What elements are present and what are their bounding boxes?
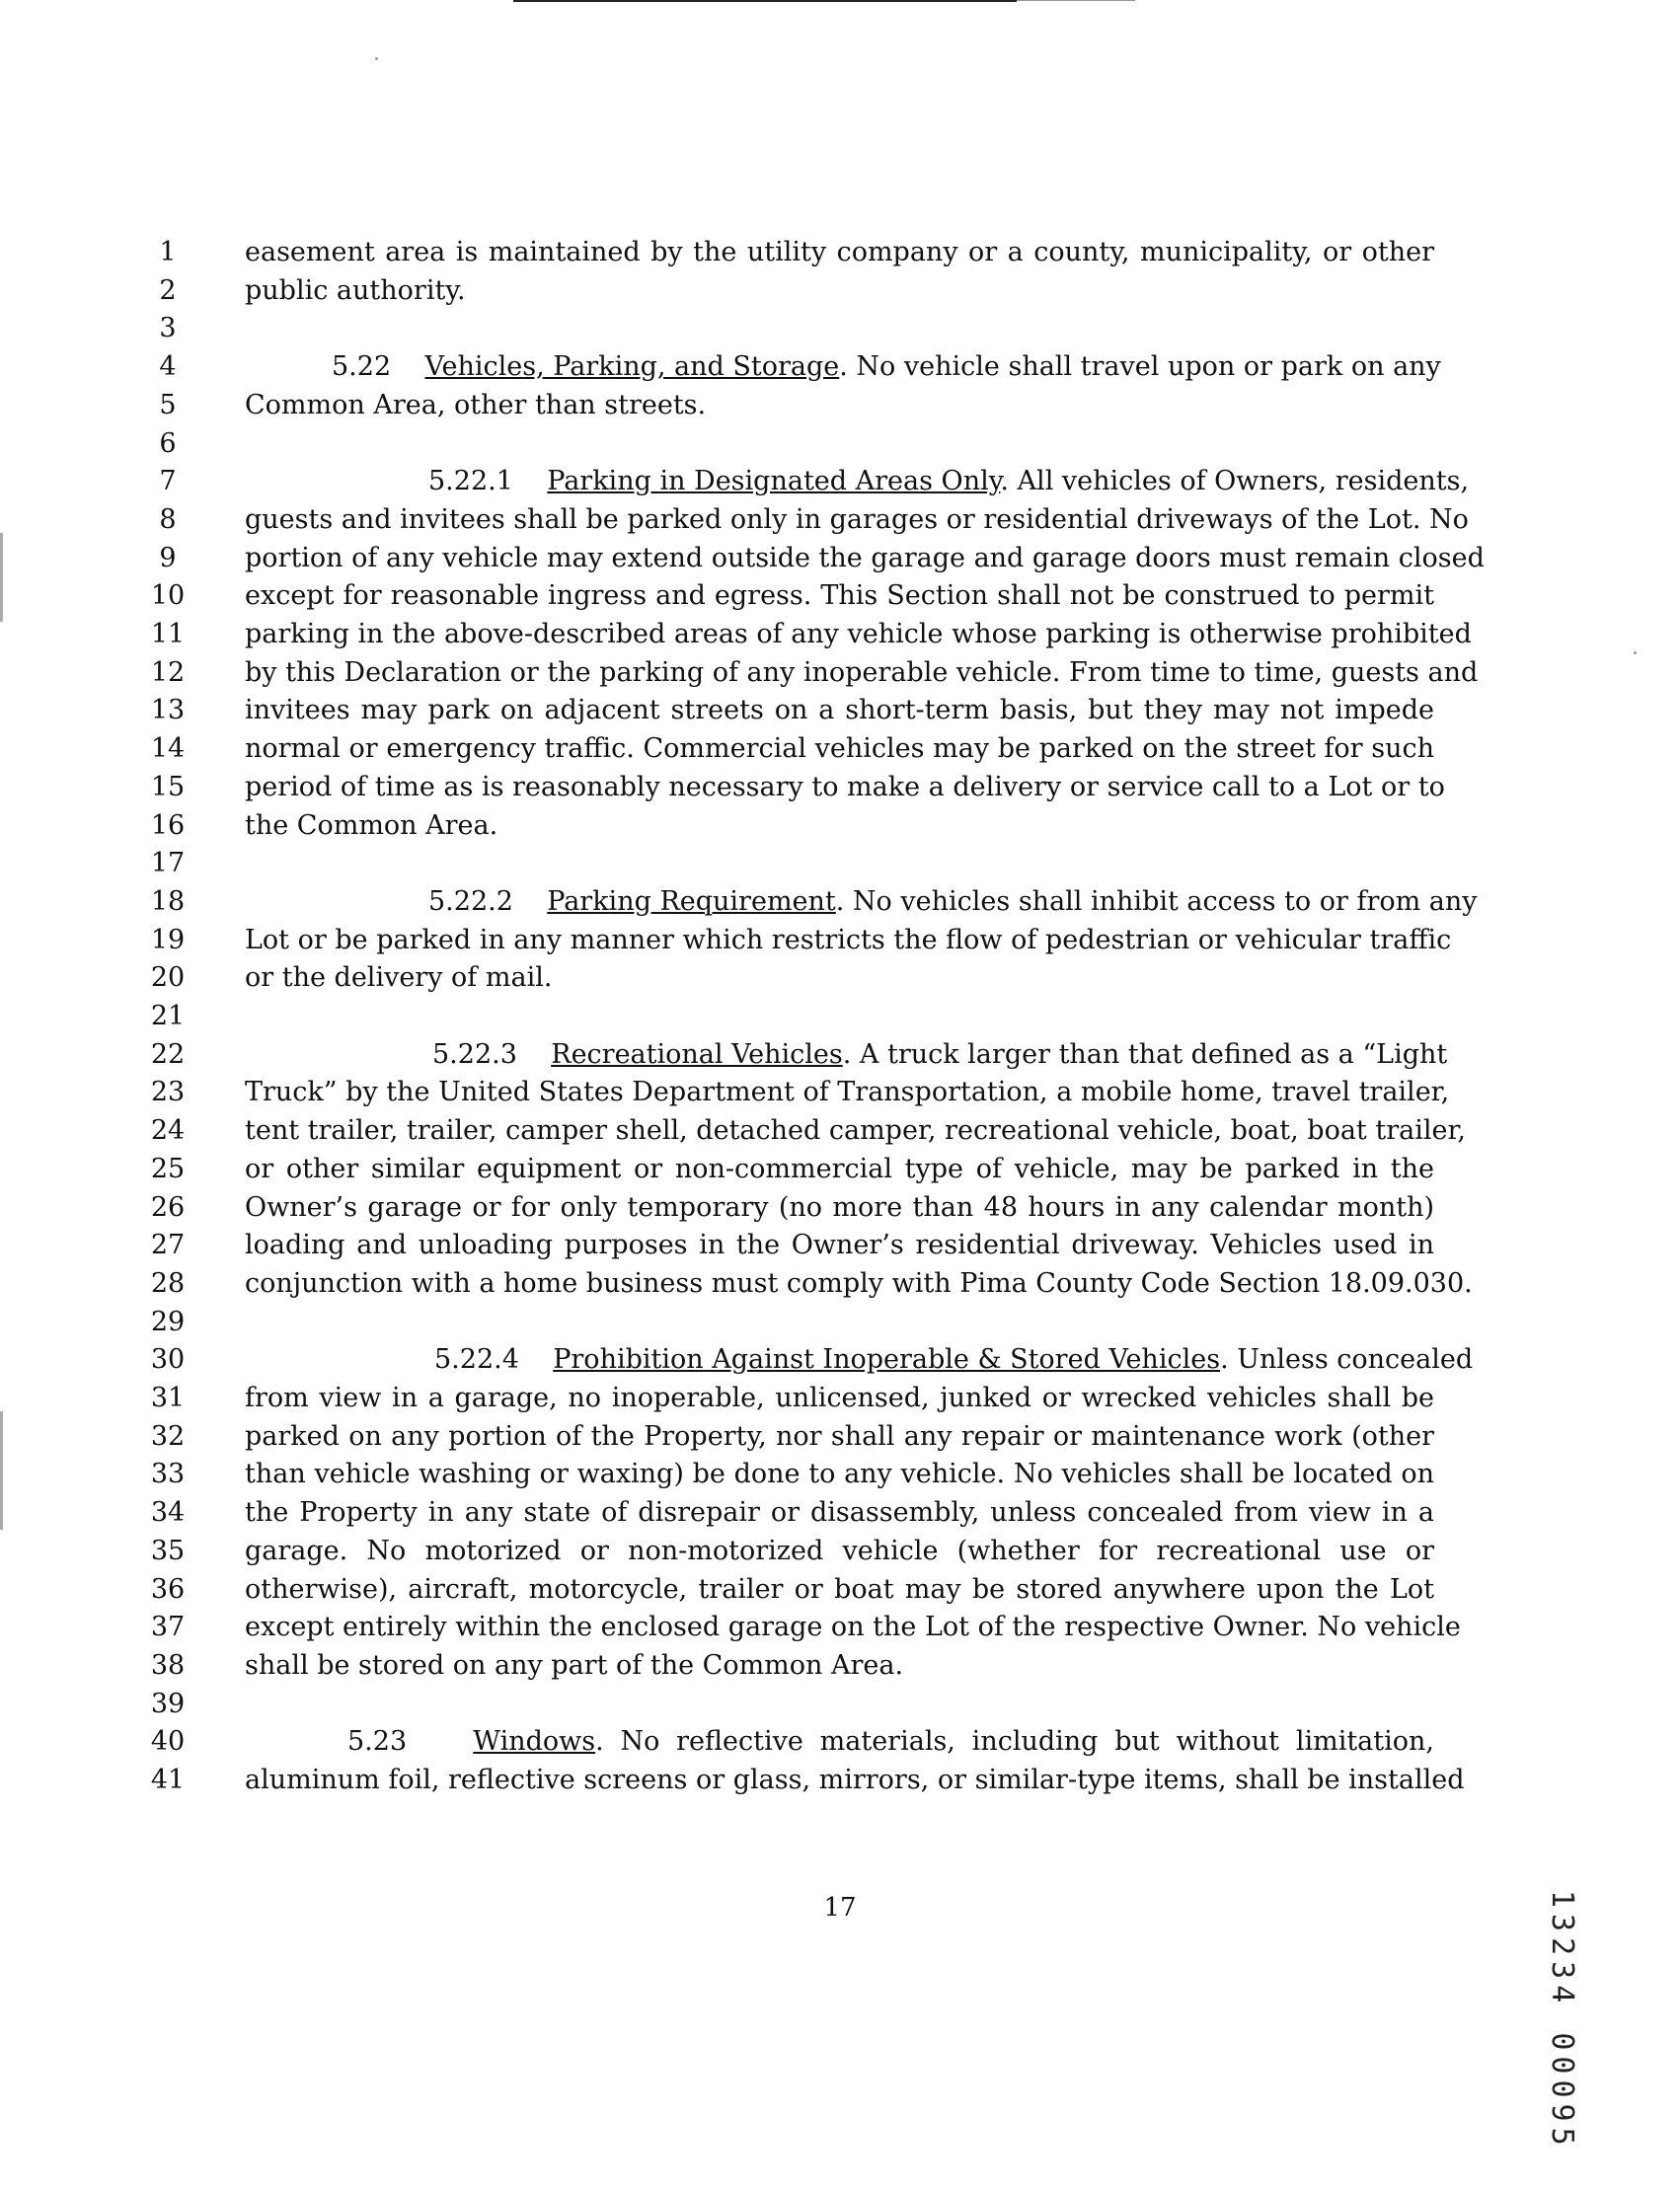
section-text: . All vehicles of Owners, residents,	[1000, 466, 1470, 497]
line-number: 38	[150, 1649, 186, 1681]
scan-top-rule-faint	[1017, 0, 1135, 1]
text-line: the Common Area.	[245, 809, 498, 841]
line-number: 6	[159, 427, 177, 459]
section-title: Vehicles, Parking, and Storage	[424, 351, 840, 383]
section-number: 5.22	[332, 351, 392, 383]
line-number: 15	[150, 771, 186, 802]
text-line: portion of any vehicle may extend outside the garage and garage doors must remain closed	[245, 542, 1485, 573]
line-number: 35	[150, 1535, 186, 1566]
text-line: Lot or be parked in any manner which restricts the flow of pedestrian or vehicular traffic	[245, 924, 1452, 955]
text-line: the Property in any state of disrepair or disassembly, unless concealed from view in a	[245, 1497, 1434, 1529]
line-number: 34	[150, 1497, 186, 1529]
text-line: public authority.	[245, 274, 466, 306]
line-number: 11	[150, 619, 186, 649]
line-number: 7	[159, 466, 177, 497]
section-number: 5.22.1	[428, 466, 513, 497]
section-title: Windows	[473, 1726, 596, 1758]
line-number: 30	[150, 1344, 186, 1376]
line-number: 4	[159, 351, 177, 383]
section-number: 5.23	[347, 1726, 408, 1758]
section-title: Parking Requirement	[547, 885, 836, 917]
section-text: . Unless concealed	[1220, 1344, 1474, 1376]
section-heading-line	[245, 1724, 1434, 1760]
line-number: 8	[159, 503, 177, 535]
line-number: 41	[150, 1765, 186, 1795]
line-number: 25	[150, 1153, 186, 1184]
text-line: or other similar equipment or non-commercial type of vehicle, may be parked in the	[245, 1153, 1434, 1184]
section-heading-line	[245, 884, 1478, 920]
text-line: than vehicle washing or waxing) be done to any vehicle. No vehicles shall be located on	[245, 1459, 1434, 1490]
line-number: 29	[150, 1306, 186, 1337]
text-line: parked on any portion of the Property, nor shall any repair or maintenance work (other	[245, 1420, 1434, 1452]
text-line: guests and invitees shall be parked only in garages or residential driveways of the Lot. No	[245, 503, 1469, 535]
line-number: 32	[150, 1420, 186, 1452]
text-line: except for reasonable ingress and egress. This Section shall not be construed to permit	[245, 580, 1434, 612]
section-heading-line	[245, 1342, 1474, 1378]
section-number: 5.22.4	[434, 1344, 519, 1376]
line-number: 39	[150, 1688, 186, 1719]
section-number: 5.22.3	[432, 1038, 517, 1070]
text-line: loading and unloading purposes in the Owner’s residential driveway. Vehicles used in	[245, 1230, 1434, 1261]
line-number: 37	[150, 1612, 186, 1643]
scan-top-rule	[513, 0, 1017, 2]
text-line: conjunction with a home business must comply with Pima County Code Section 18.09.030.	[245, 1267, 1473, 1299]
section-heading-line	[245, 1037, 1448, 1073]
text-line: easement area is maintained by the utility company or a county, municipality, or other	[245, 237, 1434, 267]
text-line: tent trailer, trailer, camper shell, detached camper, recreational vehicle, boat, boat trailer,	[245, 1115, 1466, 1147]
line-number: 17	[150, 848, 186, 879]
section-heading-line	[245, 464, 1470, 499]
scan-edge-mark	[0, 533, 3, 622]
section-number: 5.22.2	[428, 885, 513, 917]
line-number: 22	[150, 1038, 186, 1070]
text-line: except entirely within the enclosed garage on the Lot of the respective Owner. No vehicle	[245, 1612, 1461, 1643]
section-text: . A truck larger than that defined as a “Light	[842, 1038, 1448, 1070]
text-line: garage. No motorized or non-motorized vehicle (whether for recreational use or	[245, 1535, 1434, 1566]
line-number: 14	[150, 733, 186, 765]
line-number: 13	[150, 695, 186, 726]
text-line: invitees may park on adjacent streets on a short-term basis, but they may not impede	[245, 695, 1434, 726]
scan-speck	[1634, 651, 1637, 654]
line-number: 19	[150, 924, 186, 955]
section-text: . No vehicle shall travel upon or park on any	[839, 351, 1441, 383]
line-number: 27	[150, 1230, 186, 1261]
text-line: by this Declaration or the parking of any inoperable vehicle. From time to time, guests and	[245, 656, 1479, 688]
text-line: shall be stored on any part of the Common Area.	[245, 1649, 904, 1681]
section-text: . No reflective materials, including but without limitation,	[595, 1726, 1434, 1758]
scan-speck	[375, 57, 378, 60]
section-text: . No vehicles shall inhibit access to or from any	[835, 885, 1478, 917]
line-number: 1	[159, 237, 177, 267]
line-number: 21	[150, 1001, 186, 1031]
line-number: 3	[159, 313, 177, 344]
line-number: 16	[150, 809, 186, 841]
text-line: period of time as is reasonably necessary to make a delivery or service call to a Lot or to	[245, 771, 1445, 802]
text-line: from view in a garage, no inoperable, unlicensed, junked or wrecked vehicles shall be	[245, 1383, 1434, 1413]
line-number: 36	[150, 1573, 186, 1605]
section-title: Parking in Designated Areas Only	[547, 466, 1001, 497]
recording-stamp: 13234 00095	[1545, 1890, 1579, 2152]
line-number: 23	[150, 1077, 186, 1108]
text-line: Owner’s garage or for only temporary (no more than 48 hours in any calendar month)	[245, 1191, 1434, 1223]
line-number: 2	[159, 274, 177, 306]
scan-edge-mark	[0, 1411, 3, 1530]
page-number: 17	[823, 1893, 857, 1923]
line-number: 31	[150, 1383, 186, 1413]
text-line: parking in the above-described areas of any vehicle whose parking is otherwise prohibited	[245, 619, 1472, 649]
line-number: 5	[159, 389, 177, 420]
section-heading-line	[245, 349, 1521, 385]
text-line: Truck” by the United States Department of Transportation, a mobile home, travel trailer,	[245, 1077, 1450, 1108]
text-line: Common Area, other than streets.	[245, 389, 707, 420]
text-line: normal or emergency traffic. Commercial vehicles may be parked on the street for such	[245, 733, 1434, 765]
line-number: 33	[150, 1459, 186, 1490]
text-line: otherwise), aircraft, motorcycle, trailer or boat may be stored anywhere upon the Lot	[245, 1573, 1434, 1605]
line-number: 10	[150, 580, 186, 612]
line-number: 28	[150, 1267, 186, 1299]
line-number: 12	[150, 656, 186, 688]
line-number: 9	[159, 542, 177, 573]
section-title: Recreational Vehicles	[551, 1038, 843, 1070]
text-line: or the delivery of mail.	[245, 962, 553, 994]
line-number: 26	[150, 1191, 186, 1223]
line-number: 20	[150, 962, 186, 994]
text-line: aluminum foil, reflective screens or glass, mirrors, or similar-type items, shall be installed	[245, 1765, 1465, 1795]
line-number: 24	[150, 1115, 186, 1147]
section-title: Prohibition Against Inoperable & Stored Vehicles	[553, 1344, 1221, 1376]
line-number: 18	[150, 885, 186, 917]
line-number: 40	[150, 1726, 186, 1758]
